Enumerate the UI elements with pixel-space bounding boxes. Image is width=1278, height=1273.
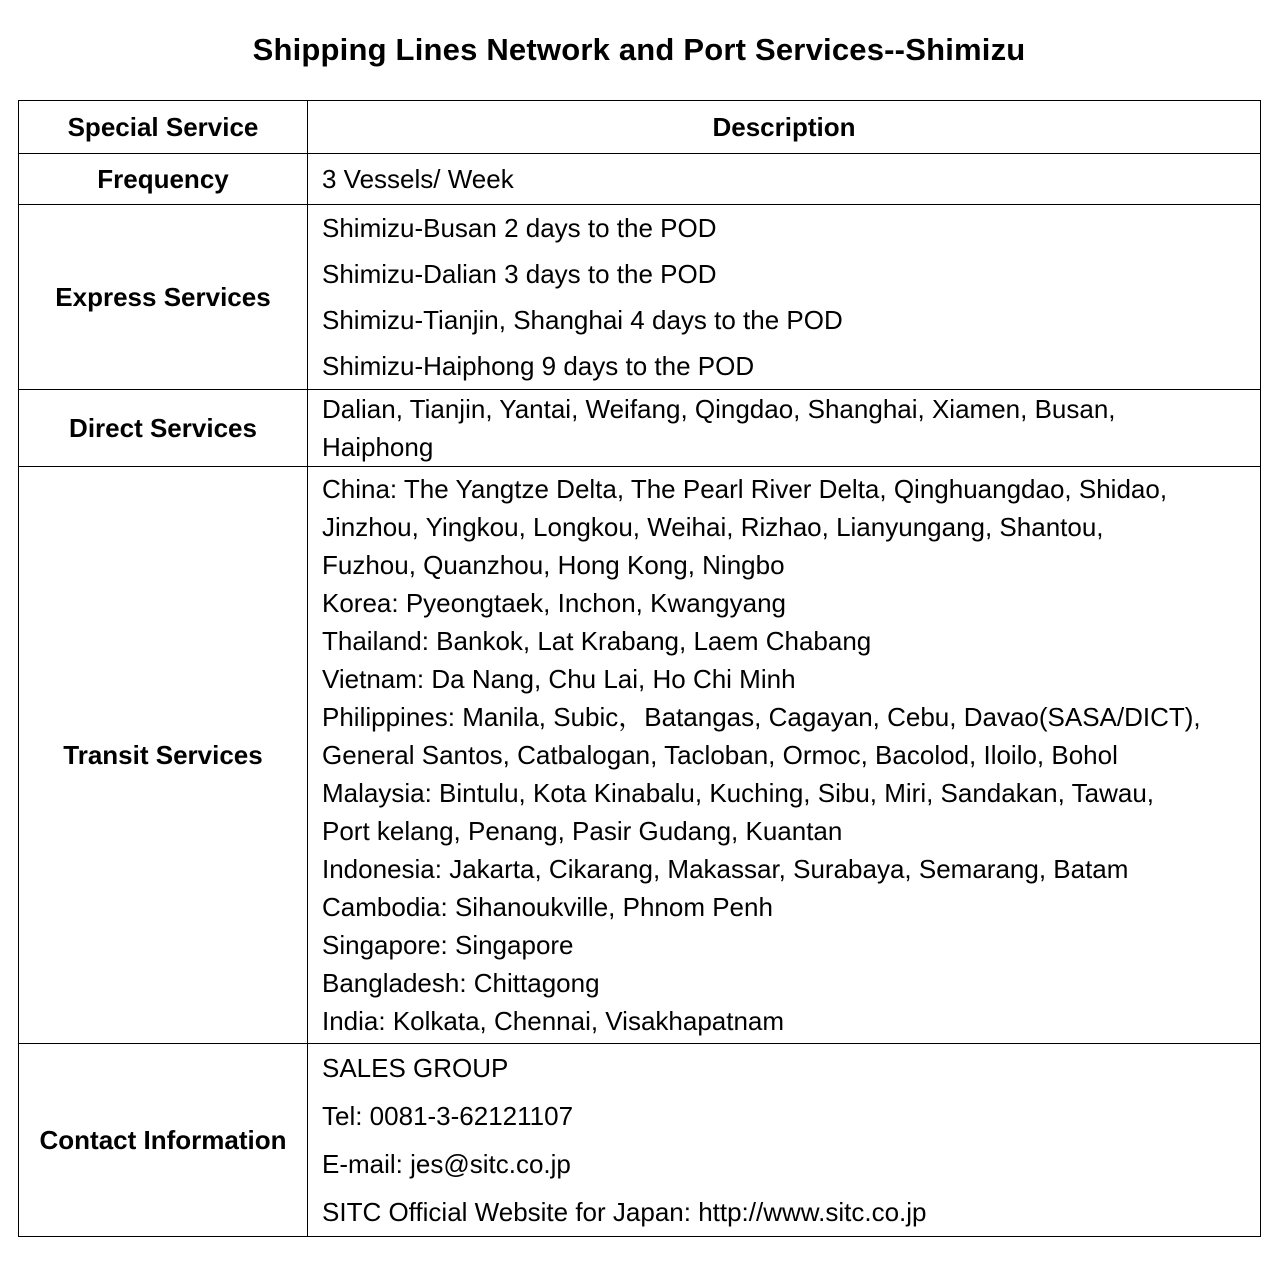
desc-line: Shimizu-Dalian 3 days to the POD [322, 259, 717, 289]
desc-line: Korea: Pyeongtaek, Inchon, Kwangyang [322, 588, 786, 618]
header-special-service: Special Service [19, 101, 308, 154]
table-row-express [19, 205, 1261, 390]
services-table [18, 100, 1261, 1237]
desc-line: China: The Yangtze Delta, The Pearl River Delta, Qinghuangdao, Shidao, [322, 474, 1168, 504]
contact-website: SITC Official Website for Japan: http://www.sitc.co.jp [322, 1197, 927, 1227]
header-description: Description [308, 101, 1261, 154]
desc-line: India: Kolkata, Chennai, Visakhapatnam [322, 1006, 785, 1036]
desc-line: Vietnam: Da Nang, Chu Lai, Ho Chi Minh [322, 664, 796, 694]
row-desc-frequency [308, 154, 1261, 205]
row-label-frequency: Frequency [19, 154, 308, 205]
table-row-contact [19, 1044, 1261, 1237]
desc-line: Shimizu-Haiphong 9 days to the POD [322, 351, 755, 381]
row-label-contact: Contact Information [19, 1044, 308, 1237]
desc-line: Shimizu-Busan 2 days to the POD [322, 213, 717, 243]
desc-line: Shimizu-Tianjin, Shanghai 4 days to the POD [322, 305, 843, 335]
row-desc-direct [308, 390, 1261, 467]
table-row-transit [19, 467, 1261, 1044]
desc-line: Haiphong [322, 432, 434, 462]
row-label-direct: Direct Services [19, 390, 308, 467]
desc-line: Port kelang, Penang, Pasir Gudang, Kuantan [322, 816, 843, 846]
table-header-row [19, 101, 1261, 154]
desc-line: 3 Vessels/ Week [322, 164, 514, 194]
row-desc-transit [308, 467, 1261, 1044]
contact-sales-group: SALES GROUP [322, 1053, 509, 1083]
row-desc-express [308, 205, 1261, 390]
desc-line: Cambodia: Sihanoukville, Phnom Penh [322, 892, 773, 922]
contact-tel: Tel: 0081-3-62121107 [322, 1101, 574, 1131]
desc-line: Philippines: Manila, Subic，Batangas, Cagayan, Cebu, Davao(SASA/DICT), [322, 702, 1201, 732]
desc-line: Singapore: Singapore [322, 930, 574, 960]
page-title: Shipping Lines Network and Port Services--Shimizu [252, 32, 1026, 67]
table-row-frequency [19, 154, 1261, 205]
row-label-express: Express Services [19, 205, 308, 390]
desc-line: Indonesia: Jakarta, Cikarang, Makassar, Surabaya, Semarang, Batam [322, 854, 1129, 884]
desc-line: Jinzhou, Yingkou, Longkou, Weihai, Rizhao, Lianyungang, Shantou, [322, 512, 1104, 542]
contact-email: E-mail: jes@sitc.co.jp [322, 1149, 571, 1179]
desc-line: Bangladesh: Chittagong [322, 968, 600, 998]
desc-line: Dalian, Tianjin, Yantai, Weifang, Qingdao, Shanghai, Xiamen, Busan, [322, 394, 1116, 424]
row-label-transit: Transit Services [19, 467, 308, 1044]
desc-line: General Santos, Catbalogan, Tacloban, Ormoc, Bacolod, Iloilo, Bohol [322, 740, 1118, 770]
row-desc-contact [308, 1044, 1261, 1237]
desc-line: Malaysia: Bintulu, Kota Kinabalu, Kuching, Sibu, Miri, Sandakan, Tawau, [322, 778, 1154, 808]
table-row-direct [19, 390, 1261, 467]
desc-line: Fuzhou, Quanzhou, Hong Kong, Ningbo [322, 550, 785, 580]
desc-line: Thailand: Bankok, Lat Krabang, Laem Chabang [322, 626, 872, 656]
